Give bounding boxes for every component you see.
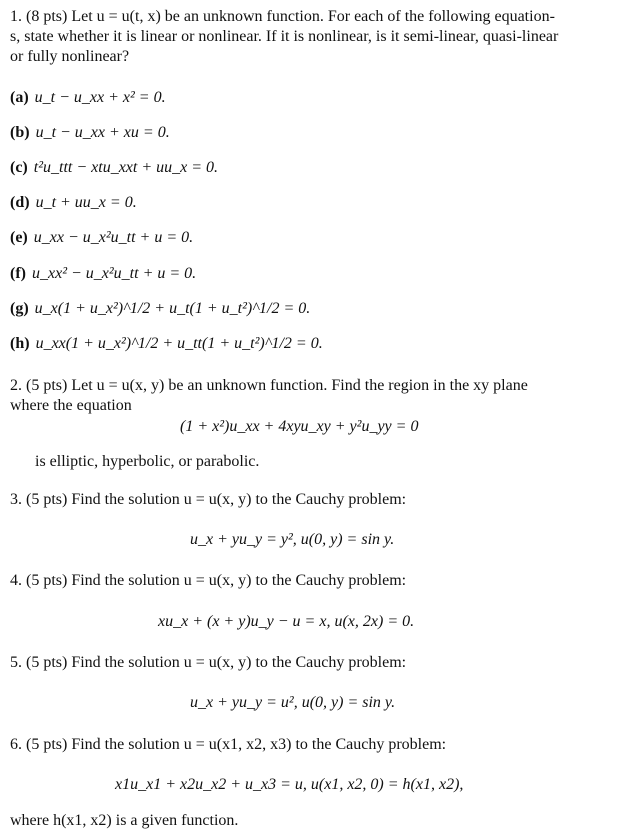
q1-item-g: (g) u_x(1 + u_x²)^1/2 + u_t(1 + u_t²)^1/2 = 0.	[10, 300, 311, 317]
q5-equation: u_x + yu_y = u², u(0, y) = sin y.	[190, 694, 396, 711]
q1-item-g-eq: u_x(1 + u_x²)^1/2 + u_t(1 + u_t²)^1/2 = 0.	[34, 300, 311, 317]
q1-intro-line2: s, state whether it is linear or nonlinear. If it is nonlinear, is it semi-linear, quasi-linear	[10, 28, 559, 45]
q1-item-e-eq: u_xx − u_x²u_tt + u = 0.	[33, 229, 194, 246]
q4-text: 4. (5 pts) Find the solution u = u(x, y) to the Cauchy problem:	[10, 572, 407, 589]
q6-outro: where h(x1, x2) is a given function.	[10, 812, 239, 829]
q1-item-f: (f) u_xx² − u_x²u_tt + u = 0.	[10, 265, 197, 282]
q1-intro	[10, 7, 610, 67]
q6-equation: x1u_x1 + x2u_x2 + u_x3 = u, u(x1, x2, 0) = h(x1, x2),	[115, 776, 464, 793]
q2-intro-line2: where the equation	[10, 397, 132, 414]
q1-item-d: (d) u_t + uu_x = 0.	[10, 194, 137, 211]
q1-item-b: (b) u_t − u_xx + xu = 0.	[10, 124, 170, 141]
q1-item-d-eq: u_t + uu_x = 0.	[35, 194, 137, 211]
q1-item-h: (h) u_xx(1 + u_x²)^1/2 + u_tt(1 + u_t²)^1/2 = 0.	[10, 335, 323, 352]
q1-intro-line1: 1. (8 pts) Let u = u(t, x) be an unknown function. For each of the following equation-	[10, 8, 555, 25]
q1-item-a: (a) u_t − u_xx + x² = 0.	[10, 89, 166, 106]
q1-item-e: (e) u_xx − u_x²u_tt + u = 0.	[10, 229, 194, 246]
q1-item-c: (c) t²u_ttt − xtu_xxt + uu_x = 0.	[10, 159, 219, 176]
q4-equation: xu_x + (x + y)u_y − u = x, u(x, 2x) = 0.	[158, 613, 415, 630]
q2-equation: (1 + x²)u_xx + 4xyu_xy + y²u_yy = 0	[180, 418, 419, 435]
q1-item-f-eq: u_xx² − u_x²u_tt + u = 0.	[31, 265, 197, 282]
q2-outro: is elliptic, hyperbolic, or parabolic.	[35, 453, 260, 470]
q3-equation: u_x + yu_y = y², u(0, y) = sin y.	[190, 531, 395, 548]
q1-item-c-eq: t²u_ttt − xtu_xxt + uu_x = 0.	[33, 159, 219, 176]
q1-intro-line3: or fully nonlinear?	[10, 48, 130, 65]
q1-item-b-eq: u_t − u_xx + xu = 0.	[35, 124, 170, 141]
q3-text: 3. (5 pts) Find the solution u = u(x, y) to the Cauchy problem:	[10, 491, 407, 508]
q2-intro	[10, 376, 610, 416]
q2-intro-line1: 2. (5 pts) Let u = u(x, y) be an unknown function. Find the region in the xy plane	[10, 377, 528, 394]
q1-item-h-eq: u_xx(1 + u_x²)^1/2 + u_tt(1 + u_t²)^1/2 = 0.	[35, 335, 323, 352]
q5-text: 5. (5 pts) Find the solution u = u(x, y) to the Cauchy problem:	[10, 654, 407, 671]
q1-item-a-eq: u_t − u_xx + x² = 0.	[34, 89, 166, 106]
q6-text: 6. (5 pts) Find the solution u = u(x1, x2, x3) to the Cauchy problem:	[10, 736, 447, 753]
